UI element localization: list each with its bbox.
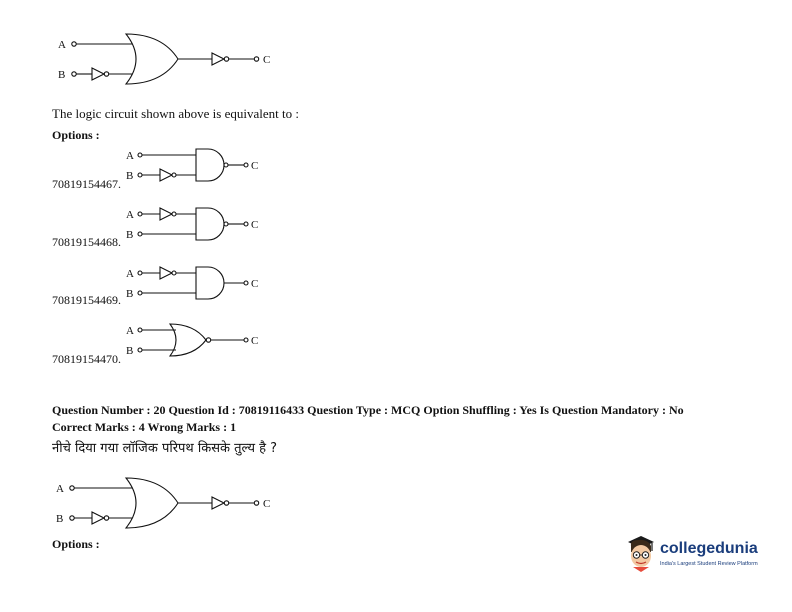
svg-text:C: C [251, 278, 259, 290]
options-label-2: Options : [52, 537, 100, 551]
brand-name: collegedunia [660, 540, 758, 557]
svg-text:C: C [251, 219, 259, 231]
svg-text:A: A [126, 325, 134, 337]
option-4-diagram [120, 320, 270, 362]
svg-text:B: B [56, 513, 64, 525]
svg-text:A: A [126, 268, 134, 280]
svg-text:C: C [251, 160, 259, 172]
option-1-diagram [120, 145, 270, 187]
option-2-diagram [120, 204, 270, 246]
label-a: A [58, 39, 66, 51]
svg-text:B: B [126, 345, 134, 357]
option-3-id[interactable]: 70819154469. [52, 293, 121, 307]
svg-text:C: C [251, 335, 259, 347]
svg-text:A: A [126, 209, 134, 221]
svg-text:B: B [126, 288, 134, 300]
label-c: C [263, 54, 271, 66]
svg-text:A: A [56, 483, 64, 495]
question-meta-line2: Correct Marks : 4 Wrong Marks : 1 [52, 420, 237, 434]
bottom-circuit-diagram [40, 472, 280, 532]
hindi-question-text: नीचे दिया गया लॉजिक परिपथ किसके तुल्य है ? [52, 441, 278, 456]
question-text: The logic circuit shown above is equivalent to : [52, 106, 299, 121]
options-label: Options : [52, 128, 100, 142]
svg-text:C: C [263, 498, 271, 510]
label-b: B [58, 69, 66, 81]
collegedunia-logo[interactable] [624, 532, 774, 576]
brand-tagline: India's Largest Student Review Platform [660, 561, 758, 567]
mascot-icon [624, 534, 658, 574]
option-2-id[interactable]: 70819154468. [52, 235, 121, 249]
option-1-id[interactable]: 70819154467. [52, 177, 121, 191]
svg-text:B: B [126, 229, 134, 241]
option-3-diagram [120, 263, 270, 305]
question-meta-line1: Question Number : 20 Question Id : 70819116433 Question Type : MCQ Option Shuffling : Yes Is Question Mandatory : No [52, 403, 684, 417]
svg-text:A: A [126, 150, 134, 162]
svg-text:B: B [126, 170, 134, 182]
option-4-id[interactable]: 70819154470. [52, 352, 121, 366]
top-circuit-diagram [50, 28, 290, 88]
